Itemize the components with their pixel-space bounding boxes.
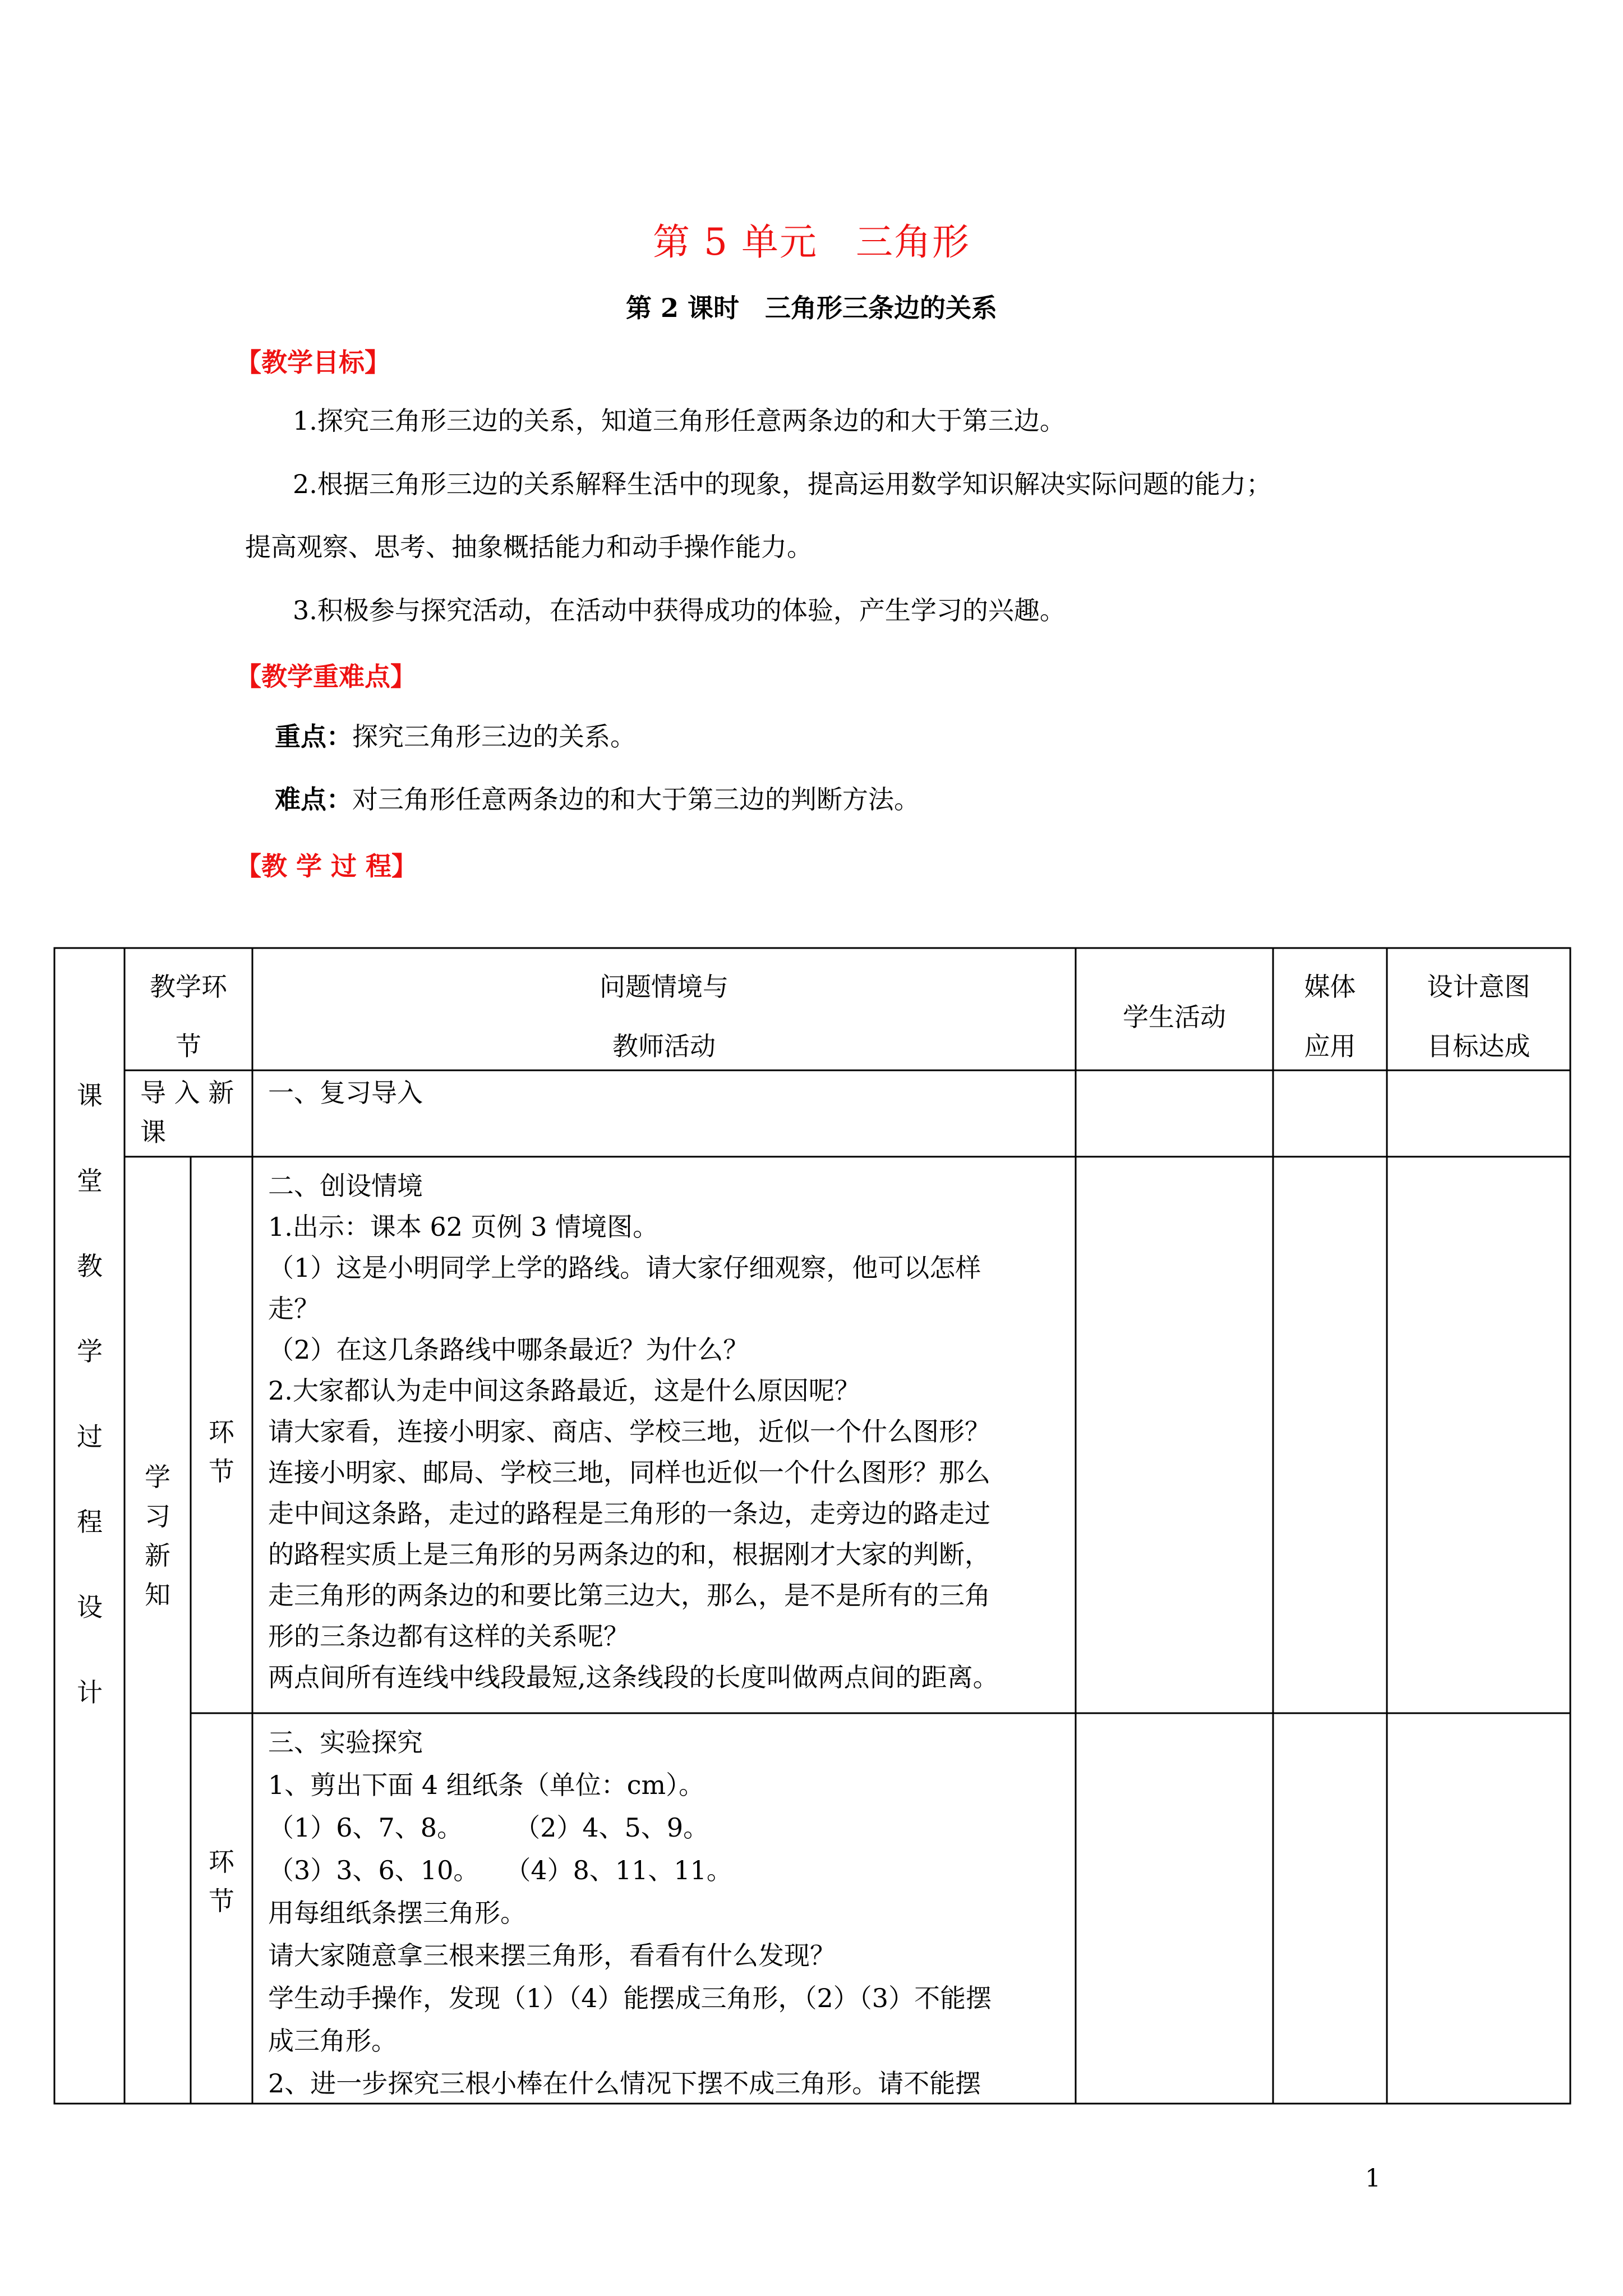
page-number: 1 [1365,2164,1381,2193]
goal-1: 1.探究三角形三边的关系，知道三角形任意两条边的和大于第三边。 [293,406,1066,436]
row2-line-9: 走中间这条路，走过的路程是三角形的一条边，走旁边的路走过 [268,1498,990,1529]
focus-label: 重点： [275,721,352,752]
row2-line-8: 连接小明家、邮局、学校三地，同样也近似一个什么图形？那么 [268,1457,990,1488]
header-media-line1: 媒体 [1304,972,1356,1002]
row3-line-7: 学生动手操作，发现（1）（4）能摆成三角形，（2）（3）不能摆 [268,1983,992,2013]
header-media-line2: 应用 [1304,1031,1356,1061]
row2-line-2: 1.出示：课本 62 页例 3 情境图。 [268,1212,659,1242]
header-stage-line2: 节 [176,1031,201,1061]
row3-line-1: 三、实验探究 [268,1727,423,1757]
row1-content: 一、复习导入 [268,1078,423,1108]
side-char-8: 计 [77,1677,103,1708]
row3-sub-1: 环 [209,1847,234,1877]
row1-stage-line2: 课 [140,1117,166,1147]
learn-char-4: 知 [145,1580,170,1610]
row2-line-11: 走三角形的两条边的和要比第三边大，那么，是不是所有的三角 [268,1580,990,1611]
side-char-1: 课 [77,1080,103,1111]
header-intent-line2: 目标达成 [1427,1031,1530,1061]
row3-line-9: 2、进一步探究三根小棒在什么情况下摆不成三角形。请不能摆 [268,2068,981,2099]
header-teacher-line2: 教师活动 [612,1031,716,1061]
row2-line-7: 请大家看，连接小明家、商店、学校三地，近似一个什么图形？ [268,1416,990,1447]
row2-line-1: 二、创设情境 [268,1171,423,1201]
side-char-7: 设 [77,1592,103,1622]
row3-sub-2: 节 [209,1886,234,1916]
focus-text: 探究三角形三边的关系。 [352,721,636,752]
row3-line-6: 请大家随意拿三根来摆三角形，看看有什么发现？ [268,1940,836,1971]
row3-line-5: 用每组纸条摆三角形。 [268,1898,526,1928]
row2-sub-1: 环 [209,1417,234,1447]
page-subtitle: 第 2 课时 三角形三条边的关系 [625,293,998,323]
goal-2: 2.根据三角形三边的关系解释生活中的现象，提高运用数学知识解决实际问题的能力； [293,469,1272,499]
side-char-4: 学 [77,1336,103,1366]
goal-2-continued: 提高观察、思考、抽象概括能力和动手操作能力。 [245,532,813,562]
header-teacher-line1: 问题情境与 [600,972,728,1002]
side-char-5: 过 [77,1421,103,1452]
header-stage-line1: 教学环 [150,972,227,1002]
learn-char-1: 学 [145,1462,170,1492]
row2-line-3: （1）这是小明同学上学的路线。请大家仔细观察，他可以怎样 [268,1253,981,1283]
row2-line-5: （2）在这几条路线中哪条最近？为什么？ [268,1335,749,1365]
row2-sub-2: 节 [209,1456,234,1487]
row2-line-13: 两点间所有连线中线段最短,这条线段的长度叫做两点间的距离。 [268,1662,999,1692]
side-char-2: 堂 [77,1166,103,1196]
row3-line-2: 1、剪出下面 4 组纸条（单位：cm）。 [268,1770,705,1800]
header-intent-line1: 设计意图 [1427,972,1530,1002]
row2-line-12: 形的三条边都有这样的关系呢？ [268,1621,629,1651]
key-points-heading: 【教学重难点】 [236,661,416,692]
learn-char-2: 习 [145,1501,170,1531]
row3-line-4: （3）3、6、10。 （4）8、11、11。 [268,1855,732,1885]
row3-line-3: （1）6、7、8。 （2）4、5、9。 [268,1812,709,1843]
row3-line-8: 成三角形。 [268,2026,397,2056]
difficulty-text: 对三角形任意两条边的和大于第三边的判断方法。 [352,784,920,815]
difficulty-label: 难点： [275,784,352,815]
learn-char-3: 新 [145,1540,170,1571]
process-heading: 【教 学 过 程】 [236,851,418,881]
side-char-3: 教 [77,1251,103,1281]
row2-line-6: 2.大家都认为走中间这条路最近，这是什么原因呢？ [268,1375,860,1406]
goal-3: 3.积极参与探究活动，在活动中获得成功的体验，产生学习的兴趣。 [293,595,1066,625]
row2-line-10: 的路程实质上是三角形的另两条边的和，根据刚才大家的判断， [268,1539,990,1570]
side-char-6: 程 [77,1507,103,1537]
page-title: 第 5 单元 三角形 [653,220,970,264]
goals-heading: 【教学目标】 [236,347,390,378]
row1-stage-line1: 导 入 新 [140,1078,234,1108]
header-student: 学生活动 [1123,1002,1226,1032]
row2-line-4: 走？ [268,1294,320,1324]
